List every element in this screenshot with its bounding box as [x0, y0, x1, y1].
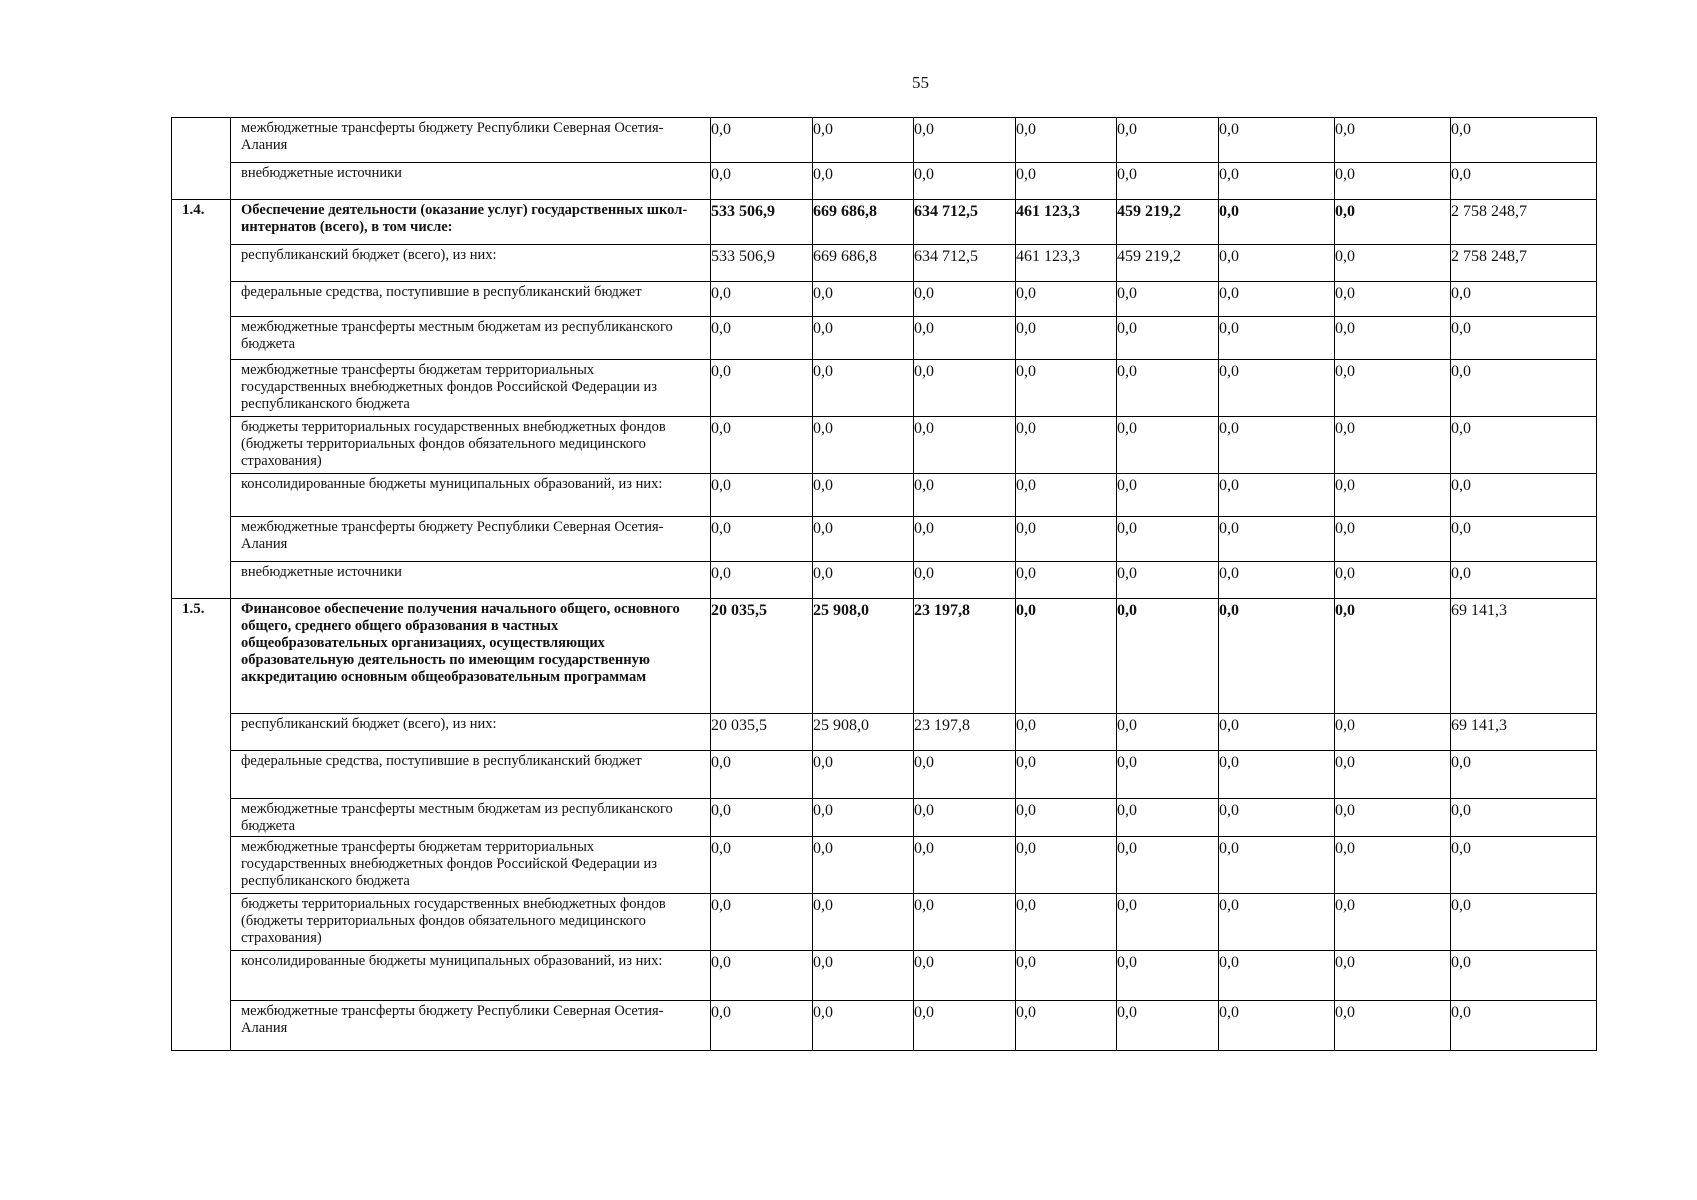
- total-value-cell: 0,0: [1451, 282, 1597, 317]
- value-cell: 0,0: [813, 751, 914, 799]
- value-cell: 0,0: [1219, 517, 1335, 562]
- value-cell: 0,0: [813, 951, 914, 1001]
- value-cell: 0,0: [711, 517, 813, 562]
- value-cell: 0,0: [813, 118, 914, 163]
- total-value-cell: 0,0: [1451, 751, 1597, 799]
- value-cell: 0,0: [1117, 118, 1219, 163]
- value-cell: 0,0: [1219, 599, 1335, 714]
- value-cell: 0,0: [1016, 1001, 1117, 1051]
- row-label: межбюджетные трансферты местным бюджетам из республиканского бюджета: [231, 317, 711, 360]
- value-cell: 0,0: [914, 799, 1016, 837]
- value-cell: 0,0: [914, 417, 1016, 474]
- value-cell: 0,0: [711, 163, 813, 200]
- value-cell: 0,0: [914, 317, 1016, 360]
- row-label: внебюджетные источники: [231, 163, 711, 200]
- row-label: бюджеты территориальных государственных внебюджетных фондов (бюджеты территориальных фондов обязательного медицинского страхования): [231, 417, 711, 474]
- table-row: [172, 562, 1597, 599]
- value-cell: 0,0: [914, 474, 1016, 517]
- value-cell: 0,0: [1219, 118, 1335, 163]
- budget-table: [171, 117, 1597, 1051]
- value-cell: 0,0: [1335, 118, 1451, 163]
- section-number: [172, 951, 231, 1001]
- row-label: внебюджетные источники: [231, 562, 711, 599]
- section-number: [172, 714, 231, 751]
- row-label: Финансовое обеспечение получения начального общего, основного общего, среднего общего образования в частных общеобразовательных организациях, осуществляющих образовательную деятельность по имеющим государственную аккредитацию основным общеобразовательным программам: [231, 599, 711, 714]
- table-row: [172, 417, 1597, 474]
- value-cell: 0,0: [1016, 751, 1117, 799]
- value-cell: 0,0: [1335, 245, 1451, 282]
- section-number: [172, 1001, 231, 1051]
- value-cell: 0,0: [1016, 118, 1117, 163]
- value-cell: 0,0: [1117, 894, 1219, 951]
- value-cell: 0,0: [813, 517, 914, 562]
- value-cell: 0,0: [711, 751, 813, 799]
- total-value-cell: 0,0: [1451, 562, 1597, 599]
- table-row: [172, 200, 1597, 245]
- value-cell: 0,0: [1117, 951, 1219, 1001]
- value-cell: 0,0: [1117, 360, 1219, 417]
- value-cell: 0,0: [1335, 837, 1451, 894]
- total-value-cell: 0,0: [1451, 317, 1597, 360]
- value-cell: 0,0: [813, 562, 914, 599]
- value-cell: 634 712,5: [914, 245, 1016, 282]
- total-value-cell: 0,0: [1451, 894, 1597, 951]
- value-cell: 0,0: [1117, 714, 1219, 751]
- value-cell: 459 219,2: [1117, 245, 1219, 282]
- row-label: межбюджетные трансферты местным бюджетам из республиканского бюджета: [231, 799, 711, 837]
- value-cell: 25 908,0: [813, 599, 914, 714]
- value-cell: 0,0: [711, 1001, 813, 1051]
- table-row: [172, 751, 1597, 799]
- value-cell: 0,0: [813, 474, 914, 517]
- table-row: [172, 517, 1597, 562]
- value-cell: 0,0: [813, 799, 914, 837]
- total-value-cell: 0,0: [1451, 360, 1597, 417]
- table-row: [172, 951, 1597, 1001]
- value-cell: 0,0: [914, 894, 1016, 951]
- value-cell: 0,0: [1219, 282, 1335, 317]
- value-cell: 0,0: [813, 894, 914, 951]
- table-row: [172, 1001, 1597, 1051]
- value-cell: 0,0: [1219, 163, 1335, 200]
- row-label: межбюджетные трансферты бюджету Республики Северная Осетия-Алания: [231, 1001, 711, 1051]
- value-cell: 0,0: [1219, 417, 1335, 474]
- value-cell: 0,0: [1219, 894, 1335, 951]
- value-cell: 0,0: [1016, 474, 1117, 517]
- value-cell: 0,0: [1219, 200, 1335, 245]
- value-cell: 0,0: [813, 360, 914, 417]
- row-label: федеральные средства, поступившие в республиканский бюджет: [231, 282, 711, 317]
- row-label: федеральные средства, поступившие в республиканский бюджет: [231, 751, 711, 799]
- row-label: Обеспечение деятельности (оказание услуг) государственных школ-интернатов (всего), в том числе:: [231, 200, 711, 245]
- value-cell: 0,0: [1335, 163, 1451, 200]
- section-number: [172, 118, 231, 163]
- table-row: [172, 360, 1597, 417]
- value-cell: 0,0: [1335, 799, 1451, 837]
- value-cell: 25 908,0: [813, 714, 914, 751]
- row-label: межбюджетные трансферты бюджету Республики Северная Осетия-Алания: [231, 517, 711, 562]
- value-cell: 0,0: [711, 562, 813, 599]
- section-number: [172, 317, 231, 360]
- value-cell: 0,0: [711, 799, 813, 837]
- total-value-cell: 0,0: [1451, 474, 1597, 517]
- total-value-cell: 0,0: [1451, 1001, 1597, 1051]
- value-cell: 0,0: [813, 282, 914, 317]
- value-cell: 0,0: [1219, 799, 1335, 837]
- value-cell: 0,0: [914, 282, 1016, 317]
- table-body: [172, 118, 1597, 1051]
- value-cell: 0,0: [914, 951, 1016, 1001]
- total-value-cell: 0,0: [1451, 837, 1597, 894]
- value-cell: 0,0: [914, 118, 1016, 163]
- value-cell: 0,0: [711, 951, 813, 1001]
- value-cell: 0,0: [1016, 417, 1117, 474]
- page-number: 55: [912, 73, 929, 92]
- value-cell: 0,0: [1219, 751, 1335, 799]
- value-cell: 0,0: [1335, 894, 1451, 951]
- value-cell: 461 123,3: [1016, 200, 1117, 245]
- value-cell: 0,0: [914, 751, 1016, 799]
- value-cell: 23 197,8: [914, 599, 1016, 714]
- value-cell: 23 197,8: [914, 714, 1016, 751]
- table-row: [172, 474, 1597, 517]
- value-cell: 0,0: [1016, 599, 1117, 714]
- value-cell: 0,0: [813, 1001, 914, 1051]
- value-cell: 0,0: [1117, 837, 1219, 894]
- value-cell: 0,0: [1016, 714, 1117, 751]
- section-number: 1.4.: [172, 200, 231, 245]
- value-cell: 0,0: [1117, 562, 1219, 599]
- value-cell: 0,0: [914, 562, 1016, 599]
- row-label: межбюджетные трансферты бюджетам территориальных государственных внебюджетных фондов Российской Федерации из республиканского бюджета: [231, 360, 711, 417]
- value-cell: 0,0: [1117, 163, 1219, 200]
- total-value-cell: 69 141,3: [1451, 599, 1597, 714]
- value-cell: 0,0: [1219, 714, 1335, 751]
- section-number: [172, 245, 231, 282]
- value-cell: 0,0: [1016, 163, 1117, 200]
- total-value-cell: 0,0: [1451, 417, 1597, 474]
- value-cell: 0,0: [1335, 360, 1451, 417]
- table-row: [172, 837, 1597, 894]
- value-cell: 0,0: [1335, 282, 1451, 317]
- value-cell: 0,0: [813, 317, 914, 360]
- total-value-cell: 0,0: [1451, 517, 1597, 562]
- section-number: [172, 163, 231, 200]
- table-row: [172, 714, 1597, 751]
- value-cell: 0,0: [1117, 282, 1219, 317]
- row-label: межбюджетные трансферты бюджетам территориальных государственных внебюджетных фондов Российской Федерации из республиканского бюджета: [231, 837, 711, 894]
- value-cell: 0,0: [1016, 317, 1117, 360]
- total-value-cell: 2 758 248,7: [1451, 200, 1597, 245]
- value-cell: 0,0: [711, 837, 813, 894]
- value-cell: 0,0: [711, 282, 813, 317]
- value-cell: 0,0: [1117, 517, 1219, 562]
- value-cell: 0,0: [1335, 562, 1451, 599]
- value-cell: 0,0: [1335, 951, 1451, 1001]
- value-cell: 0,0: [914, 517, 1016, 562]
- value-cell: 0,0: [1117, 599, 1219, 714]
- value-cell: 0,0: [1016, 562, 1117, 599]
- value-cell: 0,0: [711, 417, 813, 474]
- total-value-cell: 0,0: [1451, 799, 1597, 837]
- value-cell: 0,0: [914, 163, 1016, 200]
- value-cell: 459 219,2: [1117, 200, 1219, 245]
- value-cell: 533 506,9: [711, 200, 813, 245]
- total-value-cell: 0,0: [1451, 163, 1597, 200]
- row-label: консолидированные бюджеты муниципальных образований, из них:: [231, 951, 711, 1001]
- table-row: [172, 163, 1597, 200]
- value-cell: 0,0: [813, 837, 914, 894]
- value-cell: 0,0: [1335, 200, 1451, 245]
- section-number: [172, 562, 231, 599]
- section-number: [172, 837, 231, 894]
- value-cell: 0,0: [1117, 1001, 1219, 1051]
- value-cell: 0,0: [1219, 1001, 1335, 1051]
- value-cell: 0,0: [1335, 474, 1451, 517]
- value-cell: 0,0: [1117, 751, 1219, 799]
- value-cell: 0,0: [1335, 751, 1451, 799]
- value-cell: 0,0: [1335, 317, 1451, 360]
- table-row: [172, 799, 1597, 837]
- section-number: [172, 894, 231, 951]
- table-row: [172, 118, 1597, 163]
- value-cell: 0,0: [813, 417, 914, 474]
- value-cell: 0,0: [914, 837, 1016, 894]
- table-row: [172, 317, 1597, 360]
- value-cell: 0,0: [1219, 837, 1335, 894]
- value-cell: 0,0: [813, 163, 914, 200]
- value-cell: 0,0: [1016, 799, 1117, 837]
- total-value-cell: 0,0: [1451, 118, 1597, 163]
- value-cell: 461 123,3: [1016, 245, 1117, 282]
- row-label: межбюджетные трансферты бюджету Республики Северная Осетия-Алания: [231, 118, 711, 163]
- value-cell: 0,0: [1117, 317, 1219, 360]
- table-row: [172, 894, 1597, 951]
- total-value-cell: 0,0: [1451, 951, 1597, 1001]
- total-value-cell: 69 141,3: [1451, 714, 1597, 751]
- value-cell: 0,0: [711, 118, 813, 163]
- value-cell: 0,0: [1335, 599, 1451, 714]
- value-cell: 0,0: [1335, 517, 1451, 562]
- value-cell: 0,0: [1219, 562, 1335, 599]
- value-cell: 533 506,9: [711, 245, 813, 282]
- value-cell: 0,0: [1016, 517, 1117, 562]
- value-cell: 669 686,8: [813, 200, 914, 245]
- value-cell: 0,0: [1219, 474, 1335, 517]
- value-cell: 0,0: [1117, 474, 1219, 517]
- value-cell: 0,0: [1016, 837, 1117, 894]
- section-number: [172, 474, 231, 517]
- value-cell: 20 035,5: [711, 599, 813, 714]
- total-value-cell: 2 758 248,7: [1451, 245, 1597, 282]
- table-row: [172, 599, 1597, 714]
- table-row: [172, 245, 1597, 282]
- value-cell: 0,0: [1335, 417, 1451, 474]
- value-cell: 634 712,5: [914, 200, 1016, 245]
- table-row: [172, 282, 1597, 317]
- row-label: республиканский бюджет (всего), из них:: [231, 245, 711, 282]
- section-number: [172, 282, 231, 317]
- value-cell: 0,0: [1016, 894, 1117, 951]
- value-cell: 0,0: [1016, 951, 1117, 1001]
- value-cell: 0,0: [1335, 714, 1451, 751]
- value-cell: 0,0: [1016, 360, 1117, 417]
- row-label: бюджеты территориальных государственных внебюджетных фондов (бюджеты территориальных фондов обязательного медицинского страхования): [231, 894, 711, 951]
- value-cell: 0,0: [1219, 951, 1335, 1001]
- value-cell: 669 686,8: [813, 245, 914, 282]
- section-number: [172, 360, 231, 417]
- value-cell: 0,0: [711, 317, 813, 360]
- section-number: 1.5.: [172, 599, 231, 714]
- value-cell: 0,0: [711, 474, 813, 517]
- value-cell: 20 035,5: [711, 714, 813, 751]
- value-cell: 0,0: [1219, 317, 1335, 360]
- section-number: [172, 517, 231, 562]
- value-cell: 0,0: [914, 1001, 1016, 1051]
- section-number: [172, 417, 231, 474]
- value-cell: 0,0: [711, 360, 813, 417]
- value-cell: 0,0: [914, 360, 1016, 417]
- section-number: [172, 799, 231, 837]
- value-cell: 0,0: [1117, 417, 1219, 474]
- value-cell: 0,0: [1016, 282, 1117, 317]
- value-cell: 0,0: [1117, 799, 1219, 837]
- row-label: консолидированные бюджеты муниципальных образований, из них:: [231, 474, 711, 517]
- value-cell: 0,0: [711, 894, 813, 951]
- value-cell: 0,0: [1335, 1001, 1451, 1051]
- value-cell: 0,0: [1219, 245, 1335, 282]
- row-label: республиканский бюджет (всего), из них:: [231, 714, 711, 751]
- value-cell: 0,0: [1219, 360, 1335, 417]
- section-number: [172, 751, 231, 799]
